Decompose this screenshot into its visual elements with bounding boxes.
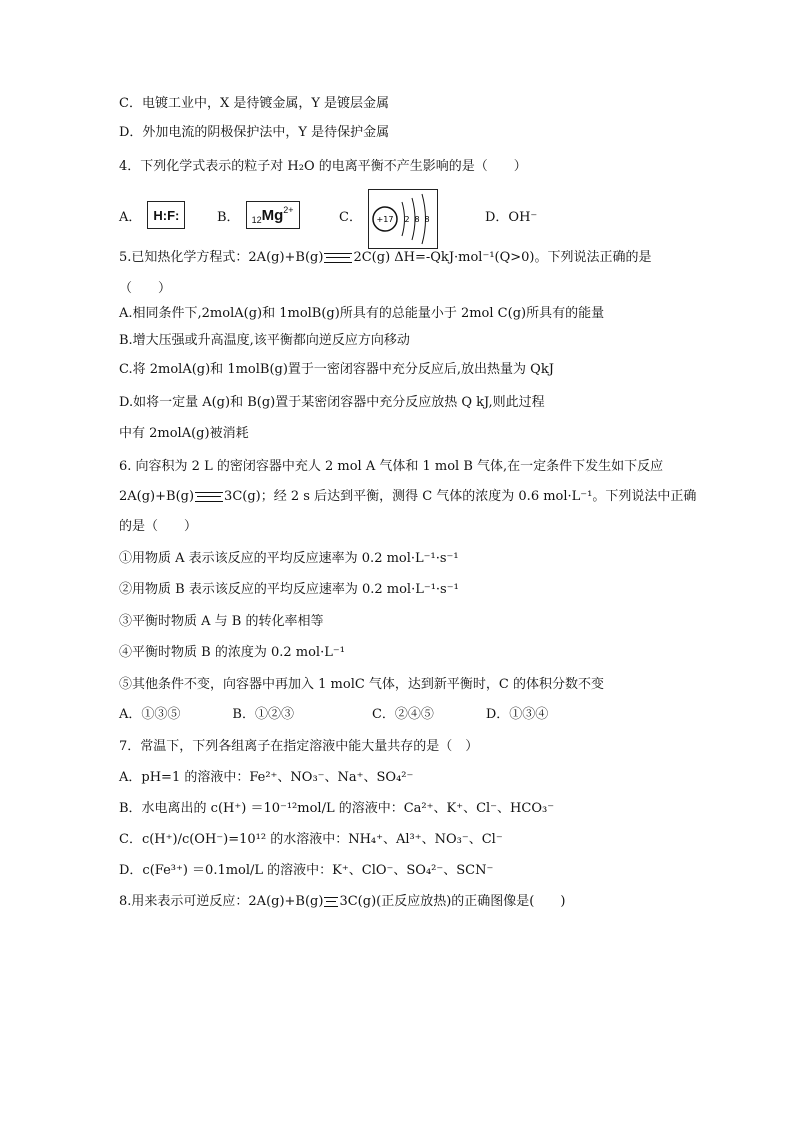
q4-options xyxy=(119,197,719,233)
option-label: A． xyxy=(119,209,142,225)
nucleus-charge: +17 xyxy=(376,215,394,224)
option-label: B． xyxy=(217,209,240,225)
option-label: D．OH⁻ xyxy=(485,209,538,225)
shell-2: 8 xyxy=(414,215,420,224)
q7-option-a: A．pH=1 的溶液中：Fe²⁺、NO₃⁻、Na⁺、SO₄²⁻ xyxy=(119,770,414,785)
statement-2: ②用物质 B 表示该反应的平均反应速率为 0.2 mol·L⁻¹·s⁻¹ xyxy=(119,582,459,597)
equation-left: 2A(g)+B(g) xyxy=(119,489,195,504)
lewis-structure-hf xyxy=(147,201,185,229)
statement-1: ①用物质 A 表示该反应的平均反应速率为 0.2 mol·L⁻¹·s⁻¹ xyxy=(119,551,459,566)
option-label: C． xyxy=(339,209,362,225)
question-5 xyxy=(119,249,652,267)
q6-options: A．①③⑤ B．①②③ C．②④⑤ D．①③④ xyxy=(119,707,549,722)
equation-left: 8.用来表示可逆反应：2A(g)+B(g) xyxy=(119,894,324,909)
question-5-paren: （ ） xyxy=(119,281,172,296)
equilibrium-arrow-icon xyxy=(195,492,223,502)
question-6-equation xyxy=(119,488,696,506)
lewis-formula: H:F: xyxy=(153,207,180,223)
q5-option-c: C.将 2molA(g)和 1molB(g)置于一密闭容器中充分反应后,放出热量为 QkJ xyxy=(119,362,554,377)
atom-shell-icon xyxy=(369,190,437,248)
q4-option-c xyxy=(339,197,438,233)
q5-option-a: A.相同条件下,2molA(g)和 1molB(g)所具有的总能量小于 2mol C(g)所具有的能量 xyxy=(119,306,605,321)
question-6-stem-end: 的是（ ） xyxy=(119,519,198,534)
question-7: 7．常温下，下列各组离子在指定溶液中能大量共存的是（ ） xyxy=(119,739,479,754)
equation-right: 3C(g)；经 2 s 后达到平衡，测得 C 气体的浓度为 0.6 mol·L⁻¹。下列说法中正确 xyxy=(224,489,697,504)
statement-3: ③平衡时物质 A 与 B 的转化率相等 xyxy=(119,614,324,629)
q7-option-d: D．c(Fe³⁺) ＝0.1mol/L 的溶液中：K⁺、ClO⁻、SO₄²⁻、SCN⁻ xyxy=(119,863,494,878)
question-6: 6. 向容积为 2 L 的密闭容器中充人 2 mol A 气体和 1 mol B 气体,在一定条件下发生如下反应 xyxy=(119,459,664,474)
shell-1: 2 xyxy=(404,215,410,224)
equilibrium-arrow-icon xyxy=(324,897,338,907)
q4-option-b xyxy=(217,197,300,233)
question-8 xyxy=(119,893,565,911)
statement-4: ④平衡时物质 B 的浓度为 0.2 mol·L⁻¹ xyxy=(119,645,345,660)
shell-3: 8 xyxy=(424,215,430,224)
q4-option-a xyxy=(119,197,185,233)
ion-charge: 2+ xyxy=(283,205,294,215)
q7-option-c: C．c(H⁺)/c(OH⁻)=10¹² 的水溶液中：NH₄⁺、Al³⁺、NO₃⁻、Cl⁻ xyxy=(119,832,503,847)
element-symbol: Mg xyxy=(261,206,284,224)
q4-option-d xyxy=(485,197,537,233)
equation-right: 3C(g)(正反应放热)的正确图像是( ) xyxy=(339,894,566,909)
atomic-structure-diagram xyxy=(368,189,438,249)
option-d-line: D．外加电流的阴极保护法中，Y 是待保护金属 xyxy=(119,125,390,140)
q5-option-b: B.增大压强或升高温度,该平衡都向逆反应方向移动 xyxy=(119,333,410,348)
q7-option-b: B．水电离出的 c(H⁺) ＝10⁻¹²mol/L 的溶液中：Ca²⁺、K⁺、Cl⁻、HCO₃⁻ xyxy=(119,801,555,816)
q5-option-d-cont: 中有 2molA(g)被消耗 xyxy=(119,426,249,441)
ion-symbol-mg xyxy=(246,201,300,229)
equation-right: 2C(g) ΔH=-QkJ·mol⁻¹(Q>0)。下列说法正确的是 xyxy=(353,250,652,265)
q5-option-d: D.如将一定量 A(g)和 B(g)置于某密闭容器中充分反应放热 Q kJ,则此过程 xyxy=(119,395,545,410)
equation-left: 5.已知热化学方程式：2A(g)+B(g) xyxy=(119,250,324,265)
question-4: 4．下列化学式表示的粒子对 H₂O 的电离平衡不产生影响的是（ ） xyxy=(119,159,527,174)
option-c-line: C．电镀工业中，X 是待镀金属，Y 是镀层金属 xyxy=(119,96,390,111)
statement-5: ⑤其他条件不变，向容器中再加入 1 molC 气体，达到新平衡时，C 的体积分数不变 xyxy=(119,677,605,692)
atomic-number: 12 xyxy=(251,215,262,225)
equilibrium-arrow-icon xyxy=(324,253,352,263)
